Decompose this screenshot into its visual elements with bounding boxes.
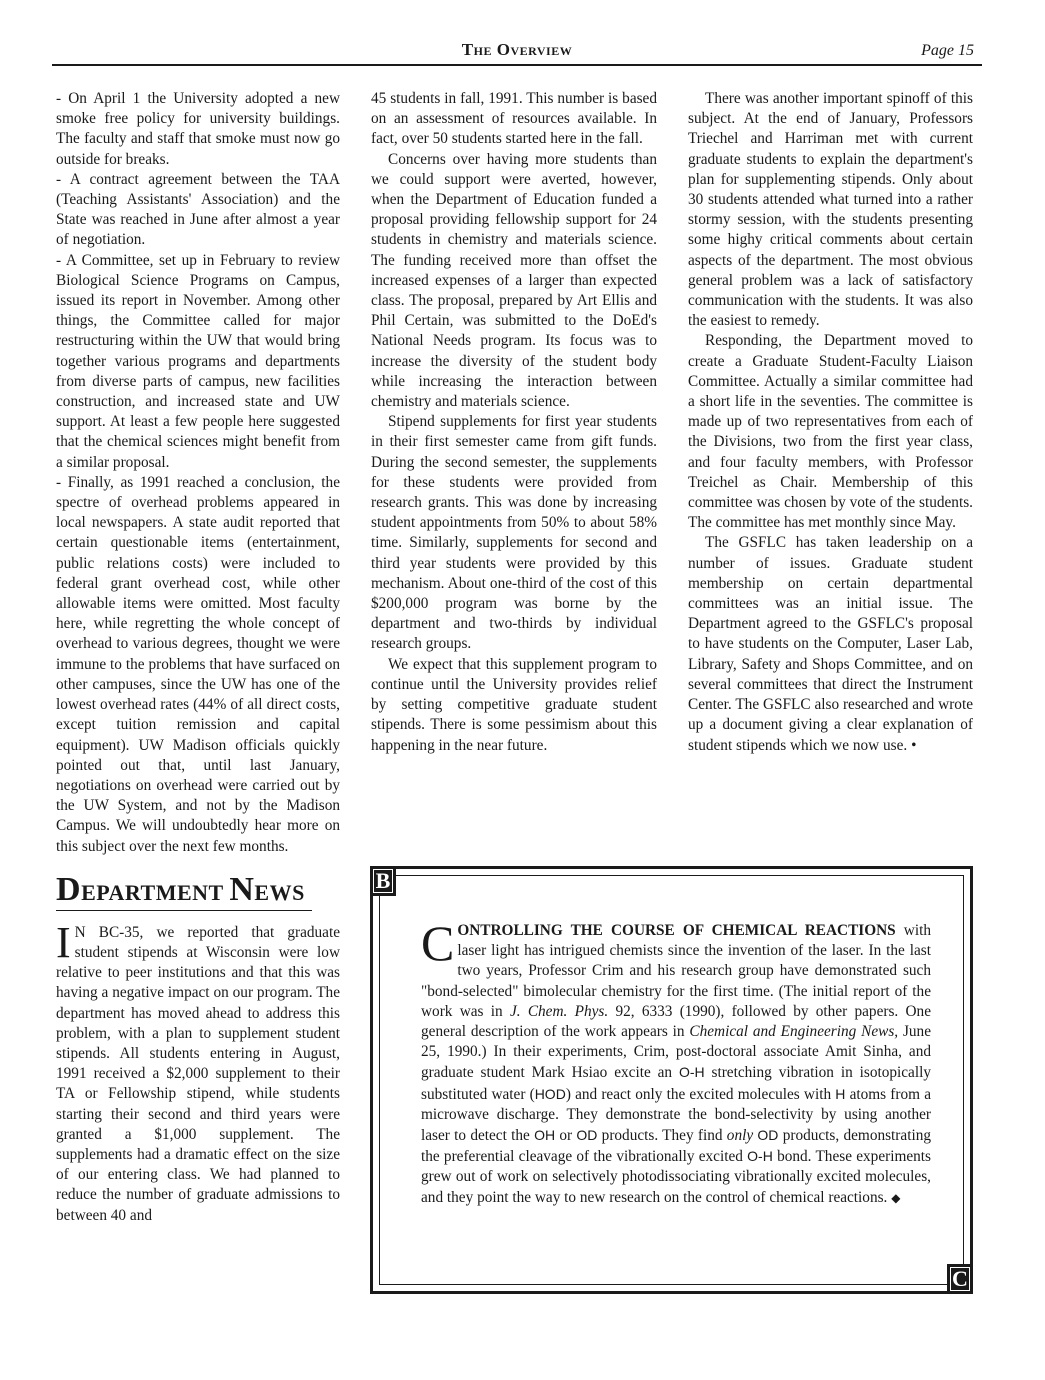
- news-item-taa-contract: - A contract agreement between the TAA (Teaching Assistants' Association) and the State was reached in June after almost a year of negotiation.: [56, 170, 340, 249]
- news-item-overhead: - Finally, as 1991 reached a conclusion, the spectre of overhead problems appeared in local newspapers. A state audit reported that certain questionable items (entertainment, public relations costs) were included to federal grant overhead cost, while other allowable items were omitted. Most faculty here, while regretting the whole concept of overhead to various degrees, thought we were immune to the problems that have surfaced on other campuses, since the UW has one of the lowest overhead rates (44% of all direct costs, except tuition remission and capital equipment). UW Madison officials quickly pointed out that, until last January, negotiations on overhead were carried out by the UW System, and not by the Madison Campus. We will undoubtedly hear more on this subject over the next few months.: [56, 473, 340, 855]
- feature-heading: ONTROLLING THE COURSE OF CHEMICAL REACTIONS: [457, 922, 896, 939]
- department-news-article: I N BC-35, we reported that graduate student stipends at Wisconsin were low relative to peer institutions and that this was having a negative impact on our program. The department has moved ahead to address this problem, with a plan to supplement student stipends. All students entering in August, 1991 received a $2,000 supplement to their TA or Fellowship stipend, while students starting their second and third years were granted a $1,000 supplement. The supplements had a dramatic effect on the size of our entering class. We had planned to reduce the number of graduate admissions to between 40 and: [56, 917, 340, 1224]
- newsletter-title: The Overview: [461, 40, 573, 59]
- news-item-smoke-policy: - On April 1 the University adopted a new smoke free policy for university buildings. The faculty and staff that smoke must now go outside for breaks.: [56, 90, 340, 168]
- paragraph: The GSFLC has taken leadership on a number of issues. Graduate student membership on certain departmental committees was an initial issue. The Department agreed to the GSFLC's proposal to have students on the Computer, Laser Lab, Library, Safety and Shops Committee, and on several committees that direct the Instrument Center. The GSFLC also researched and wrote up a document giving a clear explanation of student stipends which we now use. •: [688, 534, 973, 754]
- paragraph: Stipend supplements for first year students in their first semester came from gift funds. During the second semester, the supplements for these students were provided from research grants. This was done by increasing student appointments from 50% to about 58% time. Similarly, supplements for second and third year students were provided by this mechanism. About one-third of the cost of this $200,000 program was borne by the department and two-thirds by individual research groups.: [371, 413, 657, 653]
- feature-box: [370, 866, 973, 1294]
- page-header: [52, 38, 982, 66]
- section-letter-c: C: [947, 1264, 973, 1294]
- paragraph: Responding, the Department moved to create a Graduate Student-Faculty Liaison Committee. Actually a similar committee had a short life in the seventies. The committee is made up of two representatives from each of the Divisions, two from the first year class, and four faculty members, with Professor Treichel as Chair. Membership of this committee was chosen by vote of the students. The committee has met monthly since May.: [688, 332, 973, 532]
- paragraph: We expect that this supplement program to continue until the University provides relief by setting competitive graduate student stipends. There is some pessimism about this happening in the near future.: [371, 655, 657, 754]
- news-item-biology-committee: - A Committee, set up in February to review Biological Science Programs on Campus, issued its report in November. Among other things, the Committee called for major restructuring within the UW that would bring together various programs and departments from diverse parts of campus, new facilities construction, and increased state and UW support. At least a few people here suggested that the chemical sciences might benefit from a similar proposal.: [56, 251, 340, 471]
- paragraph: 45 students in fall, 1991. This number is based on an assessment of resources available. In fact, over 50 students started here in the fall.: [371, 90, 657, 148]
- department-news-heading: DEPARTMENT NEWS: [56, 873, 312, 911]
- paragraph: Concerns over having more students than we could support were averted, however, when the Department of Education funded a proposal providing fellowship support for 24 students in chemistry and materials science. The funding received more than offset the increased expenses of a larger than expected class. The proposal, prepared by Art Ellis and Phil Certain, was submitted to the DoEd's National Needs program. Its focus was to increase the diversity of the student body while increasing the interaction between chemistry and materials science.: [371, 150, 657, 411]
- column-3: [688, 89, 973, 756]
- drop-cap: C: [421, 915, 455, 971]
- column-2: [371, 89, 657, 756]
- section-letter-b: B: [370, 866, 396, 896]
- diamond-end-icon: ◆: [891, 1190, 901, 1205]
- feature-box-article: CONTROLLING THE COURSE OF CHEMICAL REACTIONS with laser light has intrigued chemists since the invention of the laser. In the last two years, Professor Crim and his research group have demonstrated such "bond-selected" bimolecular chemistry for the first time. (The initial report of the work was in J. Chem. Phys. 92, 6333 (1990), followed by other papers. One general description of the work appears in Chemical and Engineering News, June 25, 1990.) In their experiments, Crim, post-doctoral associate Amit Sinha, and graduate student Mark Hsiao excite an O-H stretching vibration in isotopically substituted water (HOD) and react only the excited molecules with H atoms from a microwave discharge. They demonstrate the bond-selectivity by using another laser to detect the OH or OD products. They find only OD products, demonstrating the preferential cleavage of the vibrationally excited O-H bond. These experiments grew out of work on selectively photodissociating vibrationally excited molecules, and they point the way to new research on the control of chemical reactions. ◆: [421, 915, 931, 1206]
- column-1: [56, 89, 340, 1226]
- page-number: Page 15: [921, 42, 974, 59]
- end-mark-icon: •: [911, 736, 917, 754]
- drop-cap: I: [56, 917, 71, 967]
- paragraph: There was another important spinoff of this subject. At the end of January, Professors Triechel and Harriman met with current graduate students to explain the department's plan for supplementing stipends. Only about 30 students attended what turned into a rather stormy session, with the students presenting some highy critical comments about certain aspects of the department. The most obvious general problem was a lack of satisfactory communication with the students. It was also the easiest to remedy.: [688, 90, 973, 330]
